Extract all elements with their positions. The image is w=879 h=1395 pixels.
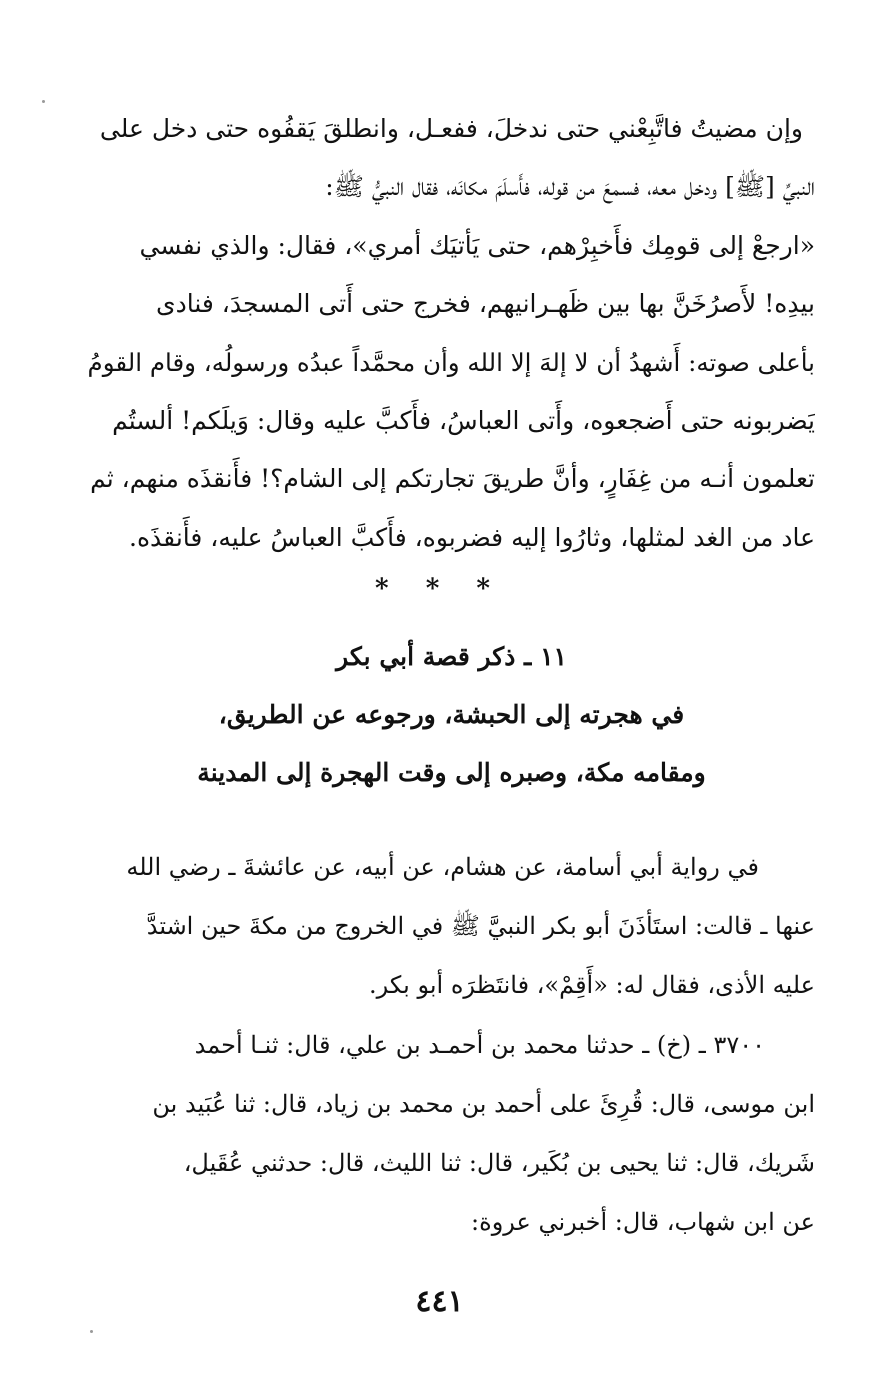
scan-speck xyxy=(90,1330,93,1333)
text-line: بيدِه! لأَصرُخَنَّ بها بين ظَهـرانيهم، فخرج حتى أَتى المسجدَ، فنادى xyxy=(156,289,815,319)
text-line: عليه الأذى، فقال له: «أَقِمْ»، فانتَظرَه أبو بكر. xyxy=(369,971,815,999)
text-line: يَضربونه حتى أَضجعوه، وأَتى العباسُ، فأَكبَّ عليه وقال: وَيلَكم! ألستُم xyxy=(112,405,815,435)
text-line: بأعلى صوته: أَشهدُ أن لا إلهَ إلا الله وأن محمَّداً عبدُه ورسولُه، وقام القومُ xyxy=(88,347,815,377)
section-heading-title: ١١ ـ ذكر قصة أبي بكر xyxy=(336,642,567,671)
scan-speck xyxy=(42,100,45,103)
section-separator: * * * xyxy=(375,574,504,604)
text-line: عن ابن شهاب، قال: أخبرني عروة: xyxy=(471,1208,815,1236)
paragraph-abu-dharr-story xyxy=(88,100,815,567)
text-line: النبيِّ [ﷺ] ودخل معه، فسمعَ من قوله، فأَسلَمَ مكانَه، فقال النبيُّ ﷺ: xyxy=(325,172,815,202)
paragraph-hadith-3700 xyxy=(88,1016,815,1252)
text-line: «ارجعْ إلى قومِك فأَخبِرْهم، حتى يَأتيَك أمري»، فقال: والذي نفسي xyxy=(139,230,815,260)
text-line: تعلمون أنـه من غِفَارٍ، وأنَّ طريقَ تجارتكم إلى الشام؟! فأَنقذَه منهم، ثم xyxy=(90,464,815,494)
text-line: ابن موسى، قال: قُرِئَ على أحمد بن محمد بن زياد، قال: ثنا عُبَيد بن xyxy=(152,1090,815,1118)
text-line: في رواية أبي أسامة، عن هشام، عن أبيه، عن عائشةَ ـ رضي الله xyxy=(126,853,759,881)
section-heading-subtitle-1: في هجرته إلى الحبشة، ورجوعه عن الطريق، xyxy=(218,700,685,729)
text-line: شَريك، قال: ثنا يحيى بن بُكَير، قال: ثنا الليث، قال: حدثني عُقَيل، xyxy=(183,1149,815,1177)
section-heading-subtitle-2: ومقامه مكة، وصبره إلى وقت الهجرة إلى المدينة xyxy=(197,758,706,787)
text-line: عاد من الغد لمثلها، وثارُوا إليه فضربوه، فأَكبَّ العباسُ عليه، فأَنقذَه. xyxy=(129,522,815,552)
page-number: ٤٤١ xyxy=(415,1284,464,1319)
text-line: وإن مضيتُ فاتَّبِعْني حتى ندخلَ، ففعـل، وانطلقَ يَقفُوه حتى دخل على xyxy=(99,114,803,143)
text-line: عنها ـ قالت: استَأذَنَ أبو بكر النبيَّ ﷺ في الخروج من مكةَ حين اشتدَّ xyxy=(146,912,815,940)
paragraph-abu-usama-narration xyxy=(88,838,815,1015)
text-line: ٣٧٠٠ ـ (خ) ـ حدثنا محمد بن أحمـد بن علي، قال: ثنـا أحمد xyxy=(194,1031,765,1059)
